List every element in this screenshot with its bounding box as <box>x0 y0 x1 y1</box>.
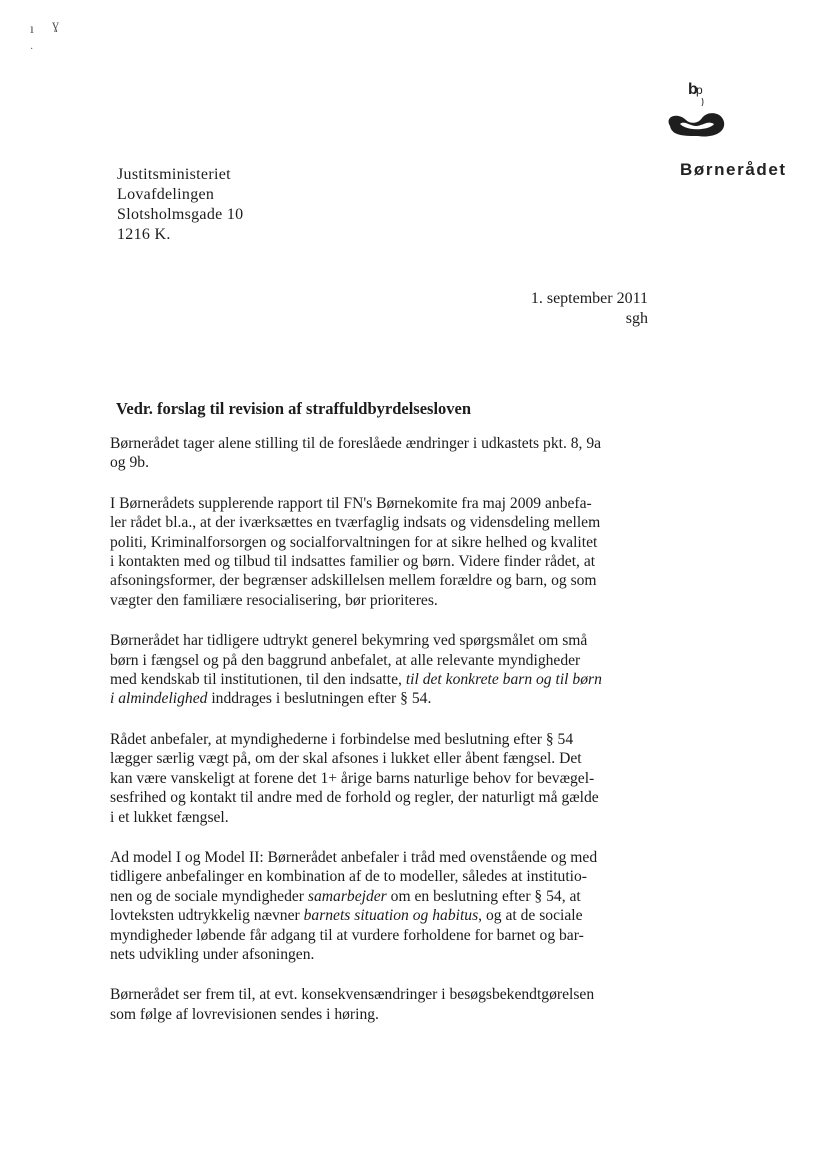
text-line: vægter den familiære resocialisering, bør prioriteres. <box>110 591 438 609</box>
paragraph <box>110 848 650 964</box>
text-segment: nen og de sociale myndigheder <box>110 887 308 905</box>
italic-phrase: til det konkrete barn og til børn <box>405 671 602 689</box>
paragraph <box>110 434 650 473</box>
scan-mark-icon: ı <box>30 22 34 37</box>
text-line: Børnerådet har tidligere udtrykt generel bekymring ved spørgsmålet om små <box>110 632 588 650</box>
text-line: børn i fængsel og på den baggrund anbefalet, at alle relevante myndigheder <box>110 651 581 669</box>
text-line: kan være vanskeligt at forene det 1+ årige barns naturlige behov for bevægel- <box>110 769 595 787</box>
letter-date: 1. september 2011 <box>530 290 648 307</box>
text-line: i kontakten med og tilbud til indsattes familier og børn. Videre finder rådet, at <box>110 553 596 571</box>
text-line: afsoningsformer, der begrænser adskillelsen mellem forældre og barn, og som <box>110 572 597 590</box>
text-line: Børnerådet ser frem til, at evt. konsekvensændringer i besøgsbekendtgørelsen <box>110 986 595 1004</box>
text-line <box>110 887 650 906</box>
text-line: Børnerådet tager alene stilling til de foreslåede ændringer i udkastets pkt. 8, 9a <box>110 435 602 452</box>
text-line: politi, Kriminalforsorgen og socialforvaltningen for at sikre helhed og kvalitet <box>110 533 598 551</box>
address-line: Slotsholmsgade 10 <box>117 206 244 223</box>
recipient-address <box>117 165 243 245</box>
text-line <box>110 670 650 689</box>
text-line: myndigheder løbende får adgang til at vurdere forholdene for barnet og bar- <box>110 926 584 944</box>
address-line: Lovafdelingen <box>117 186 215 203</box>
text-segment: om en beslutning efter § 54, at <box>386 887 581 905</box>
text-line: sesfrihed og kontakt til andre med de forhold og regler, der naturligt må gælde <box>110 789 599 807</box>
text-line: Rådet anbefaler, at myndighederne i forbindelse med beslutning efter § 54 <box>110 730 574 748</box>
text-line: som følge af lovrevisionen sendes i høring. <box>110 1005 379 1023</box>
paragraph <box>110 730 650 827</box>
text-segment: med kendskab til institutionen, til den indsatte, <box>110 671 406 689</box>
text-segment: , og at de sociale <box>478 907 583 925</box>
text-line: I Børnerådets supplerende rapport til FN's Børnekomite fra maj 2009 anbefa- <box>110 494 592 512</box>
text-line: i et lukket fængsel. <box>110 808 229 826</box>
letter-subject: Vedr. forslag til revision af straffuldbyrdelsesloven <box>116 399 472 418</box>
text-line: Ad model I og Model II: Børnerådet anbefaler i tråd med ovenstående og med <box>110 848 598 866</box>
text-line: og 9b. <box>110 454 149 472</box>
italic-phrase: samarbejder <box>307 887 387 905</box>
date-block <box>531 289 648 329</box>
address-line: Justitsministeriet <box>117 166 231 183</box>
letter-body <box>110 434 650 1045</box>
paragraph <box>110 985 650 1024</box>
logo-emblem-icon <box>658 76 738 146</box>
paragraph <box>110 494 650 610</box>
organization-logo <box>640 76 820 186</box>
text-line: lægger særlig vægt på, om der skal afsones i lukket eller åbent fængsel. Det <box>110 750 582 768</box>
scan-mark-icon: ɣ <box>52 18 59 33</box>
text-segment: inddrages i beslutningen efter § 54. <box>207 690 432 708</box>
logo-wordmark: Børnerådet <box>680 160 787 179</box>
italic-phrase: barnets situation og habitus <box>303 907 479 925</box>
sender-initials: sgh <box>625 310 648 327</box>
address-line: 1216 K. <box>117 226 171 243</box>
svg-text:p: p <box>696 83 703 97</box>
text-line: nets udvikling under afsoningen. <box>110 945 315 963</box>
text-line <box>110 906 650 925</box>
paragraph <box>110 631 650 709</box>
text-line: ler rådet bl.a., at der iværksættes en tværfaglig indsats og vidensdeling mellem <box>110 514 601 532</box>
text-line <box>110 689 650 708</box>
scan-mark-icon: · <box>30 44 34 55</box>
italic-phrase: i almindelighed <box>110 690 208 708</box>
svg-text:b: b <box>688 81 698 98</box>
text-line: tidligere anbefalinger en kombination af de to modeller, således at institutio- <box>110 868 588 886</box>
text-segment: lovteksten udtrykkelig nævner <box>110 907 304 925</box>
